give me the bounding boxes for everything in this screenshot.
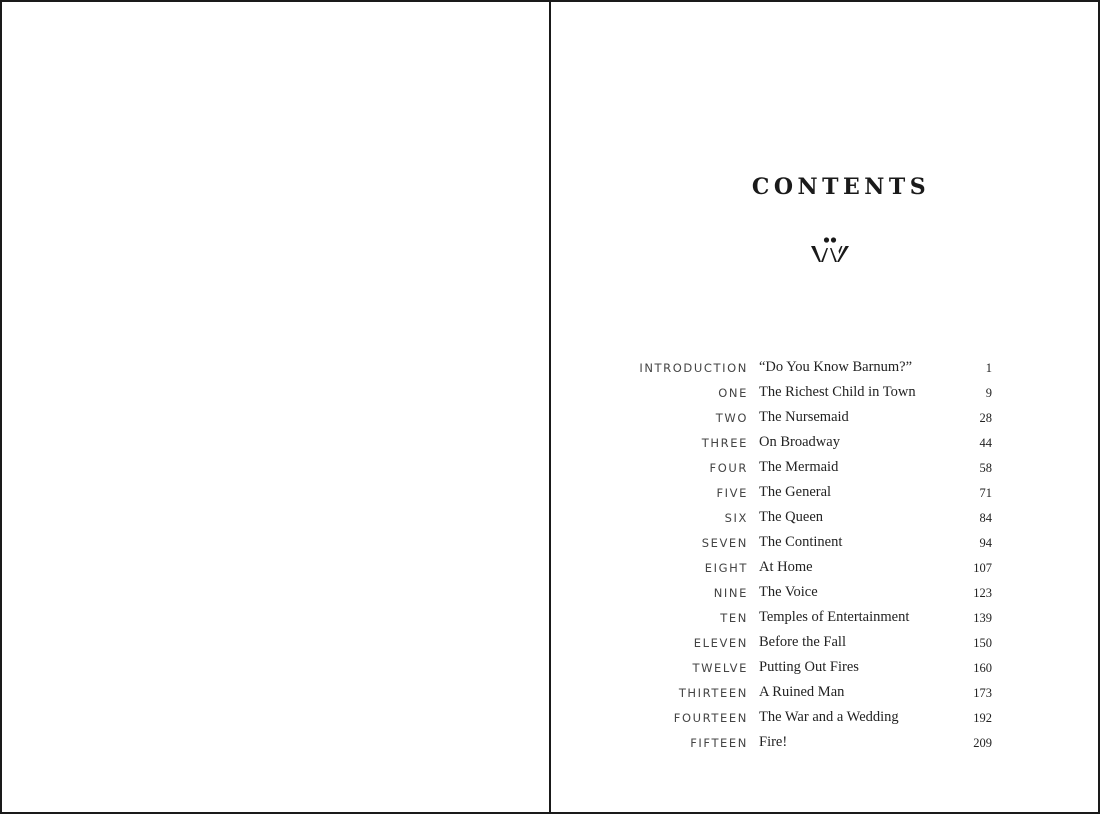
chapter-title: Putting Out Fires (759, 659, 859, 675)
toc-entry[interactable] (551, 531, 1098, 556)
chapter-title: Fire! (759, 734, 788, 750)
right-page-contents (549, 0, 1100, 814)
page-number: 9 (985, 386, 992, 400)
page-number: 1 (985, 361, 992, 375)
crown-w-ornament-icon (808, 236, 854, 264)
chapter-number-label: TEN (720, 611, 748, 625)
toc-entry[interactable] (551, 356, 1098, 381)
toc-entry[interactable] (551, 556, 1098, 581)
toc-entry[interactable] (551, 731, 1098, 756)
page-number: 84 (979, 511, 992, 525)
page-number: 71 (979, 486, 992, 500)
chapter-title: The Continent (759, 534, 843, 550)
chapter-number-label: NINE (713, 586, 748, 600)
toc-entry[interactable] (551, 656, 1098, 681)
chapter-title: The Mermaid (759, 459, 839, 475)
chapter-number-label: SEVEN (701, 536, 748, 550)
chapter-number-label: INTRODUCTION (639, 361, 748, 375)
toc-entry[interactable] (551, 581, 1098, 606)
page-number: 58 (979, 461, 992, 475)
toc-entry[interactable] (551, 481, 1098, 506)
chapter-number-label: ELEVEN (693, 636, 748, 650)
toc-entry[interactable] (551, 381, 1098, 406)
chapter-title: The Nursemaid (759, 409, 849, 425)
page-number: 209 (973, 736, 992, 750)
table-of-contents (551, 356, 1098, 756)
toc-entry[interactable] (551, 456, 1098, 481)
page-number: 44 (979, 436, 992, 450)
toc-entry[interactable] (551, 631, 1098, 656)
toc-entry[interactable] (551, 606, 1098, 631)
chapter-number-label: SIX (724, 511, 748, 525)
page-number: 94 (979, 536, 992, 550)
chapter-title: The War and a Wedding (759, 709, 899, 725)
toc-entry[interactable] (551, 506, 1098, 531)
chapter-number-label: FOURTEEN (673, 711, 748, 725)
chapter-number-label: EIGHT (704, 561, 748, 575)
chapter-title: The Queen (759, 509, 824, 525)
chapter-number-label: FOUR (709, 461, 748, 475)
chapter-number-label: THIRTEEN (678, 686, 748, 700)
toc-entry[interactable] (551, 706, 1098, 731)
chapter-title: “Do You Know Barnum?” (759, 359, 913, 375)
page-number: 139 (973, 611, 992, 625)
page-number: 123 (973, 586, 992, 600)
toc-entry[interactable] (551, 406, 1098, 431)
page-number: 107 (973, 561, 992, 575)
chapter-number-label: TWO (715, 411, 748, 425)
chapter-title: A Ruined Man (759, 684, 845, 700)
chapter-number-label: ONE (718, 386, 748, 400)
chapter-number-label: THREE (701, 436, 748, 450)
page-number: 28 (979, 411, 992, 425)
page-number: 160 (973, 661, 992, 675)
chapter-title: At Home (759, 559, 813, 575)
chapter-title: Temples of Entertainment (759, 609, 910, 625)
chapter-title: The Richest Child in Town (759, 384, 916, 400)
chapter-title: Before the Fall (759, 634, 846, 650)
chapter-number-label: FIVE (716, 486, 748, 500)
chapter-number-label: TWELVE (692, 661, 748, 675)
page-number: 192 (973, 711, 992, 725)
toc-entry[interactable] (551, 681, 1098, 706)
toc-entry[interactable] (551, 431, 1098, 456)
chapter-title: The Voice (759, 584, 818, 600)
page-number: 150 (973, 636, 992, 650)
chapter-title: On Broadway (759, 434, 840, 450)
contents-heading: CONTENTS (751, 174, 931, 200)
chapter-title: The General (759, 484, 832, 500)
chapter-number-label: FIFTEEN (690, 736, 748, 750)
page-number: 173 (973, 686, 992, 700)
